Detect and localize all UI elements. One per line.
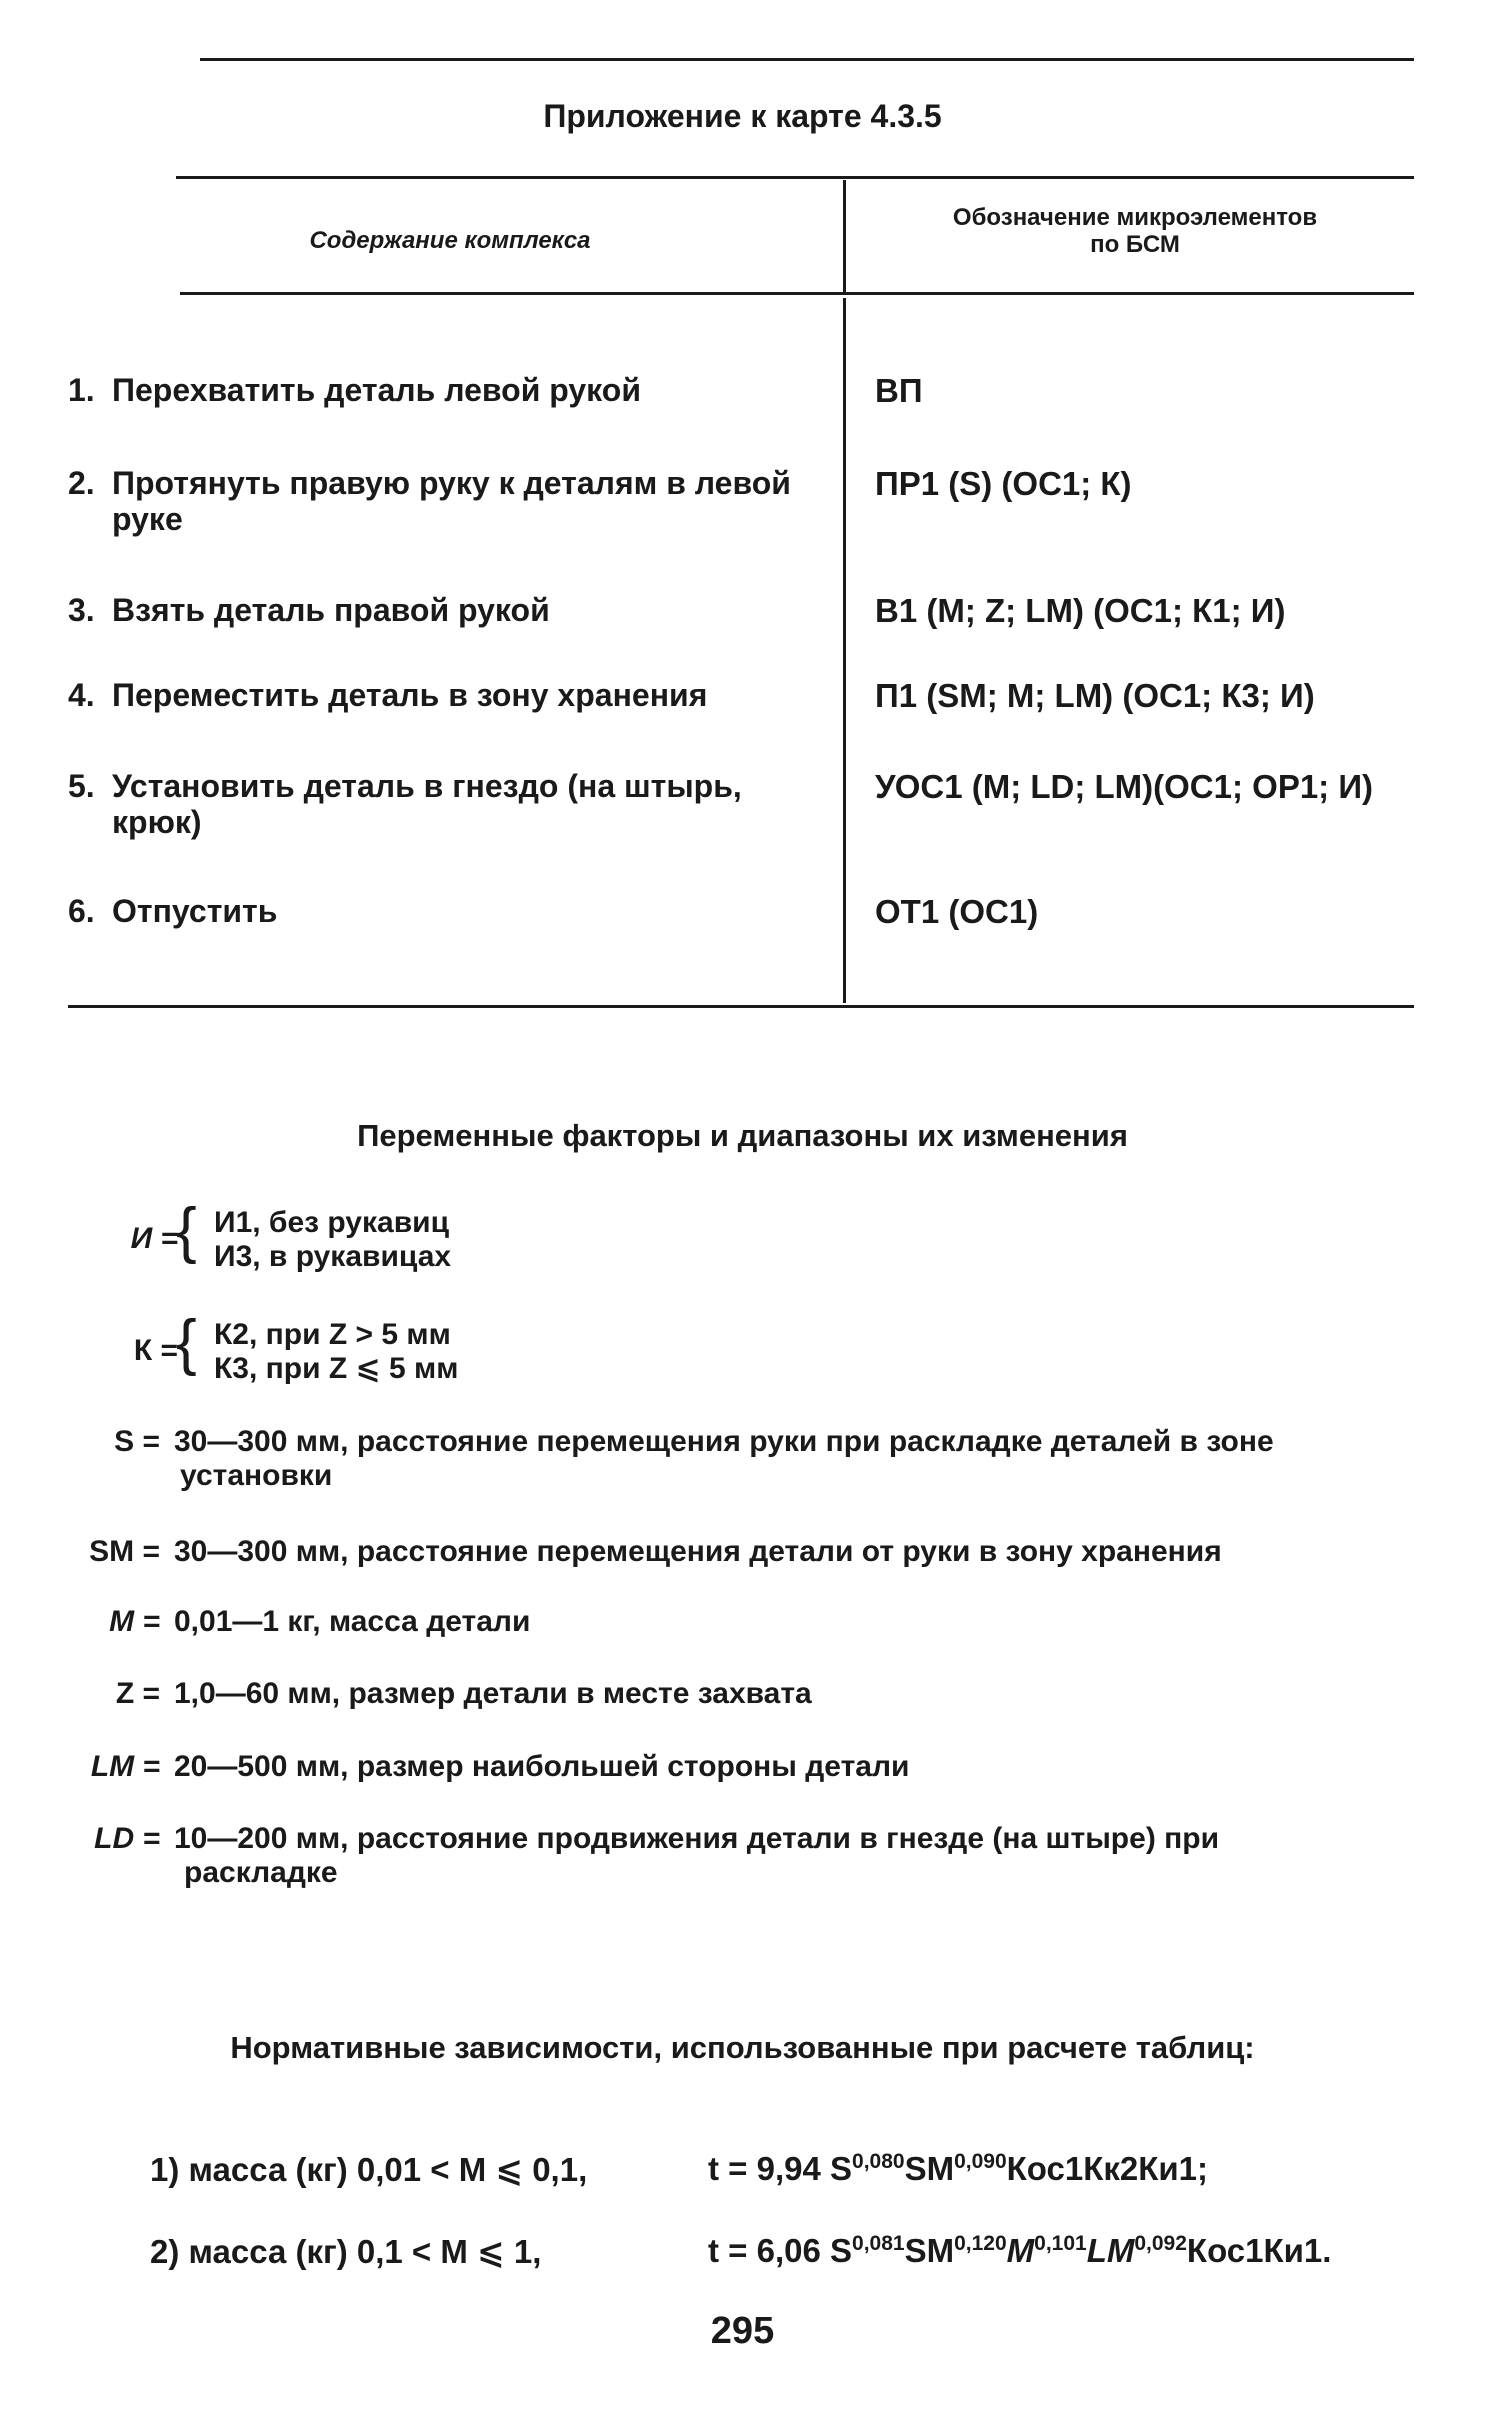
- var-symbol: LD =: [94, 1822, 160, 1855]
- formula-expression: [708, 2232, 1331, 2270]
- formula-term: SM: [904, 2150, 955, 2187]
- formula-term: SM: [904, 2232, 955, 2269]
- formula-coefficients: Кос1Кк2Ки1;: [1006, 2150, 1208, 2187]
- row-number: 3.: [68, 592, 95, 628]
- var-symbol: S =: [114, 1425, 160, 1458]
- var-definition: 0,01—1 кг, масса детали: [174, 1605, 531, 1638]
- row-text: Переместить деталь в зону хранения: [112, 677, 708, 713]
- var-symbol-k: К =: [133, 1334, 178, 1367]
- formula-lhs: t = 6,06 S: [708, 2232, 853, 2269]
- var-definition: 1,0—60 мм, размер детали в месте захвата: [174, 1677, 812, 1710]
- row-number: 1.: [68, 372, 95, 408]
- row-text: Установить деталь в гнездо (на штырь,: [112, 768, 742, 804]
- var-symbol-i: И =: [130, 1222, 178, 1255]
- page-number: 295: [710, 2310, 775, 2352]
- row-text: Перехватить деталь левой рукой: [112, 372, 641, 408]
- formula-condition: 1) масса (кг) 0,01 < M ⩽ 0,1,: [150, 2151, 588, 2188]
- table-bottom-rule: [68, 1005, 1414, 1008]
- row-code: ВП: [875, 372, 923, 409]
- formula-lhs: t = 9,94 S: [708, 2150, 853, 2187]
- var-definition: 30—300 мм, расстояние перемещения детали от руки в зону хранения: [174, 1535, 1222, 1568]
- formula-exponent: 0,080: [852, 2150, 905, 2173]
- brace-icon: {: [176, 1308, 197, 1377]
- row-code: ПР1 (S) (ОС1; К): [875, 465, 1132, 502]
- var-definition-continued: установки: [180, 1459, 333, 1492]
- table-row: [68, 592, 838, 628]
- row-code: ОТ1 (ОС1): [875, 893, 1039, 930]
- var-symbol: M =: [109, 1605, 160, 1638]
- row-number: 4.: [68, 677, 95, 713]
- table-row: [68, 768, 848, 840]
- row-text-continued: крюк): [112, 804, 202, 840]
- table-row: [68, 465, 848, 537]
- header-content: Содержание комплекса: [309, 227, 591, 254]
- body-divider-vertical: [843, 298, 846, 1003]
- row-number: 6.: [68, 893, 95, 929]
- formula-coefficients: Кос1Ки1.: [1186, 2232, 1332, 2269]
- table-row: [68, 677, 838, 713]
- norms-title: Нормативные зависимости, использованные при расчете таблиц:: [230, 2030, 1255, 2065]
- row-text: Протянуть правую руку к деталям в левой: [112, 465, 791, 501]
- formula-exponent: 0,081: [852, 2232, 905, 2255]
- formula-exponent: 0,092: [1134, 2232, 1187, 2255]
- formula-exponent: 0,120: [954, 2232, 1007, 2255]
- var-i-option2: И3, в рукавицах: [214, 1240, 452, 1273]
- row-text-continued: руке: [112, 501, 183, 537]
- formula-exponent: 0,101: [1034, 2232, 1087, 2255]
- var-definition: 20—500 мм, размер наибольшей стороны детали: [174, 1750, 910, 1783]
- formula-term: M: [1006, 2232, 1035, 2269]
- variables-title: Переменные факторы и диапазоны их изменения: [357, 1118, 1128, 1153]
- header-designation-line2: по БСМ: [1090, 231, 1180, 258]
- table-row: [68, 372, 838, 408]
- row-code: П1 (SM; M; LM) (ОС1; К3; И): [875, 677, 1315, 714]
- var-symbol: SM =: [89, 1535, 160, 1568]
- formula-condition: 2) масса (кг) 0,1 < M ⩽ 1,: [150, 2233, 542, 2270]
- var-i-option1: И1, без рукавиц: [214, 1206, 450, 1239]
- var-symbol: LM =: [90, 1750, 160, 1783]
- formula-exponent: 0,090: [954, 2150, 1007, 2173]
- var-definition-continued: раскладке: [184, 1856, 338, 1889]
- formula-term: LM: [1086, 2232, 1135, 2269]
- brace-icon: {: [176, 1196, 197, 1265]
- var-definition: 10—200 мм, расстояние продвижения детали в гнезде (на штыре) при: [174, 1822, 1220, 1855]
- var-symbol: Z =: [115, 1677, 160, 1710]
- row-code: В1 (М; Z; LM) (ОС1; К1; И): [875, 592, 1286, 629]
- var-k-option1: К2, при Z > 5 мм: [214, 1318, 451, 1351]
- header-bottom-rule: [180, 292, 1414, 295]
- row-number: 2.: [68, 465, 95, 501]
- row-text: Взять деталь правой рукой: [112, 592, 550, 628]
- var-definition: 30—300 мм, расстояние перемещения руки при раскладке деталей в зоне: [174, 1425, 1274, 1458]
- row-code: УОС1 (M; LD; LM)(ОС1; ОР1; И): [875, 768, 1374, 805]
- formula-expression: [708, 2150, 1208, 2188]
- row-number: 5.: [68, 768, 95, 804]
- top-rule: [200, 58, 1414, 61]
- var-k-option2: К3, при Z ⩽ 5 мм: [214, 1352, 459, 1385]
- table-row: [68, 893, 838, 929]
- row-text: Отпустить: [112, 893, 278, 929]
- header-divider-vertical: [843, 180, 846, 292]
- header-designation-line1: Обозначение микроэлементов: [952, 204, 1318, 231]
- table-top-rule: [176, 176, 1414, 179]
- appendix-title: Приложение к карте 4.3.5: [543, 98, 942, 134]
